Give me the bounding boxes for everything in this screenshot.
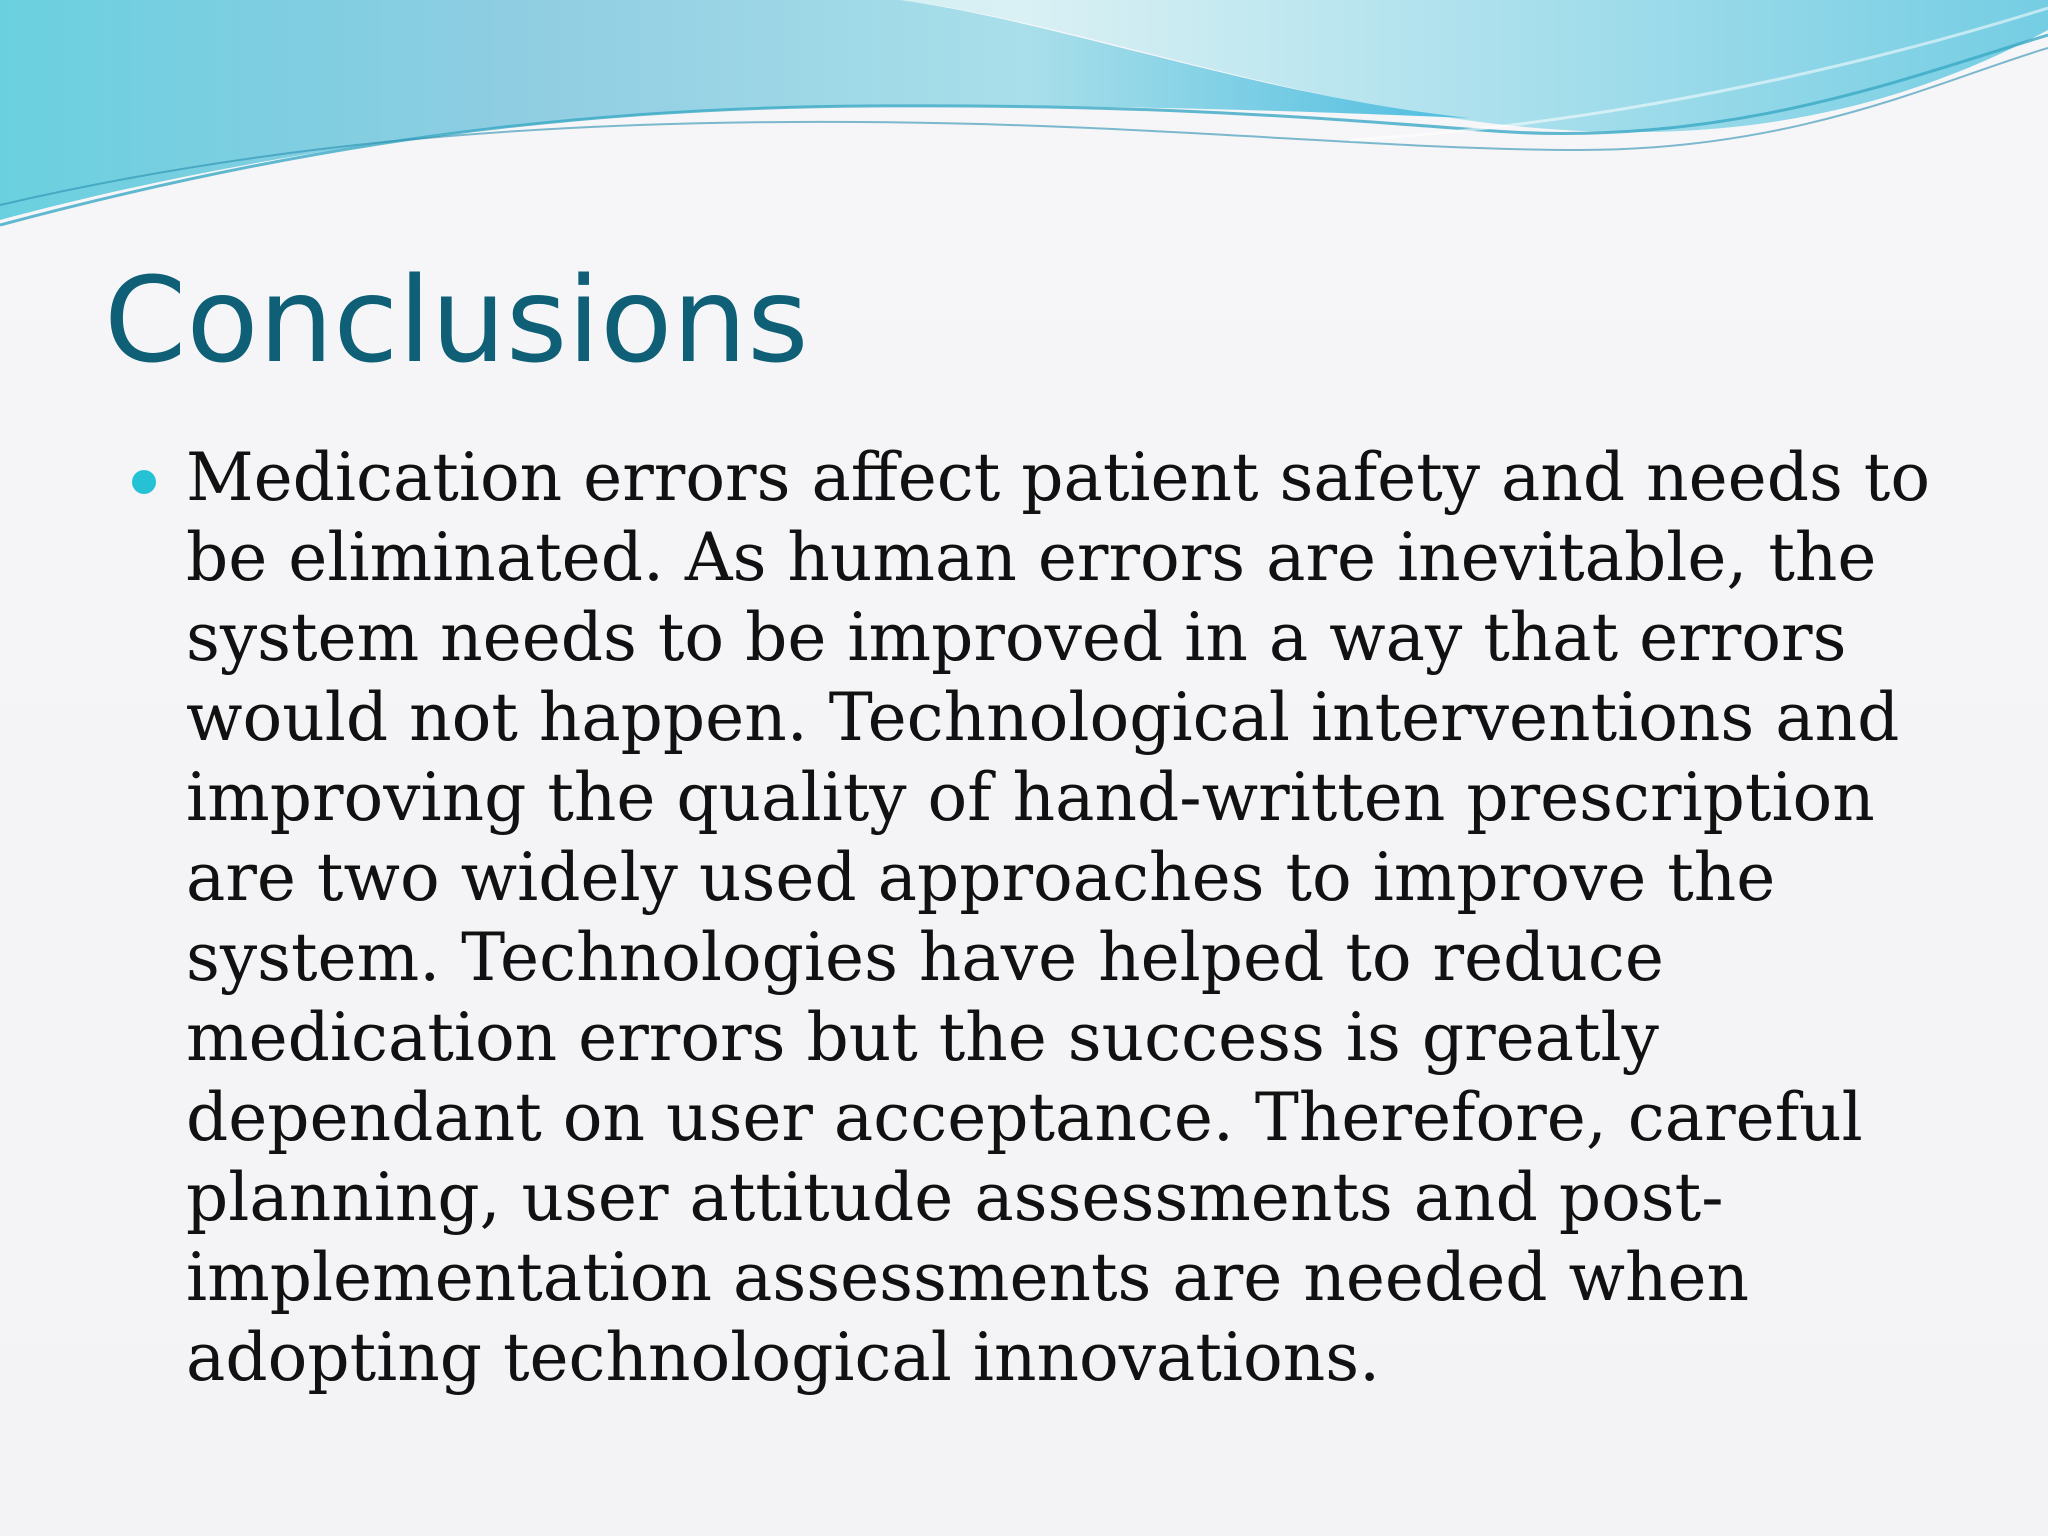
slide-title: Conclusions (104, 251, 809, 389)
list-item (128, 438, 1938, 1398)
bullet-text: Medication errors affect patient safety and needs to be eliminated. As human errors are inevitable, the system needs to be improved in a way that errors would not happen. Technological interventions and improving the quality of hand-written prescription are two widely used approaches to improve the system. Technologies have helped to reduce medication errors but the success is greatly dependant on user acceptance. Therefore, careful planning, user attitude assessments and post-implementation assessments are needed when adopting technological innovations. (186, 439, 1931, 1396)
bullet-list (128, 438, 1938, 1398)
header-wave-decoration (0, 0, 2048, 240)
bullet-icon (132, 470, 156, 494)
